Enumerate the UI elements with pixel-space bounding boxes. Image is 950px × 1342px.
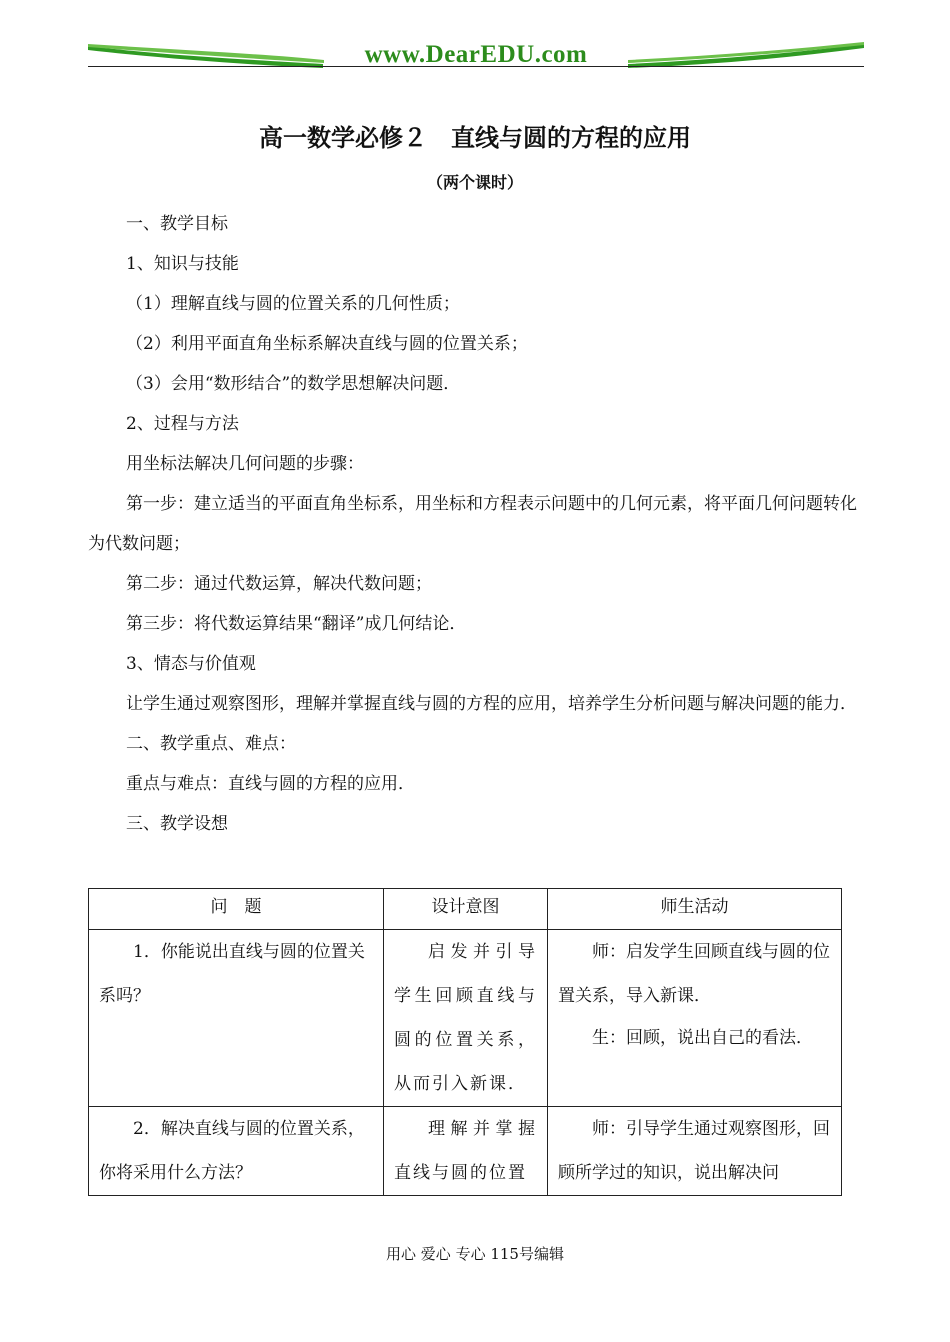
column-header: 问 题 (89, 889, 384, 930)
objective-item: （2）利用平面直角坐标系解决直线与圆的位置关系； (126, 334, 528, 354)
paragraph: 让学生通过观察图形，理解并掌握直线与圆的方程的应用，培养学生分析问题与解决问题的能力． (126, 694, 857, 714)
document-body (88, 204, 864, 844)
section-heading: 三、教学设想 (126, 814, 228, 834)
step-paragraph: 第三步：将代数运算结果“翻译”成几何结论． (126, 614, 467, 634)
paragraph: 重点与难点：直线与圆的方程的应用． (126, 774, 415, 794)
section-heading: 一、教学目标 (126, 214, 228, 234)
column-header: 设计意图 (384, 889, 548, 930)
step-paragraph: 第二步：通过代数运算，解决代数问题； (126, 574, 432, 594)
table-row (89, 1107, 842, 1196)
subsection-heading: 1、知识与技能 (126, 254, 239, 274)
column-header: 师生活动 (548, 889, 842, 930)
paragraph: 用坐标法解决几何问题的步骤： (126, 454, 364, 474)
objective-item: （1）理解直线与圆的位置关系的几何性质； (126, 294, 460, 314)
question-cell: 2．解决直线与圆的位置关系，你将采用什么方法？ (89, 1107, 384, 1196)
objective-item: （3）会用“数形结合”的数学思想解决问题． (126, 374, 461, 394)
subsection-heading: 3、情态与价值观 (126, 654, 256, 674)
step-paragraph: 第一步：建立适当的平面直角坐标系，用坐标和方程表示问题中的几何元素，将平面几何问题转化为代数问题； (88, 494, 857, 554)
intent-cell: 理解并掌握直线与圆的位置 (384, 1107, 548, 1196)
subsection-heading: 2、过程与方法 (126, 414, 239, 434)
activity-cell: 师：启发学生回顾直线与圆的位置关系，导入新课． 生：回顾，说出自己的看法． (548, 930, 842, 1107)
table-header-row (89, 889, 842, 930)
teaching-design-table (88, 888, 842, 1196)
page-subtitle: （两个课时） (426, 173, 523, 192)
activity-cell: 师：引导学生通过观察图形，回顾所学过的知识，说出解决问 (548, 1107, 842, 1196)
intent-cell: 启发并引导学生回顾直线与圆的位置关系，从而引入新课． (384, 930, 548, 1107)
question-cell: 1．你能说出直线与圆的位置关系吗？ (89, 930, 384, 1107)
table-row (89, 930, 842, 1107)
page-title: 高一数学必修２ 直线与圆的方程的应用 (259, 123, 691, 152)
section-heading: 二、教学重点、难点： (126, 734, 296, 754)
header-rule (88, 66, 864, 67)
page-footer: 用心 爱心 专心 115号编辑 (386, 1245, 564, 1263)
site-name[interactable]: www.DearEDU.com (364, 41, 588, 68)
